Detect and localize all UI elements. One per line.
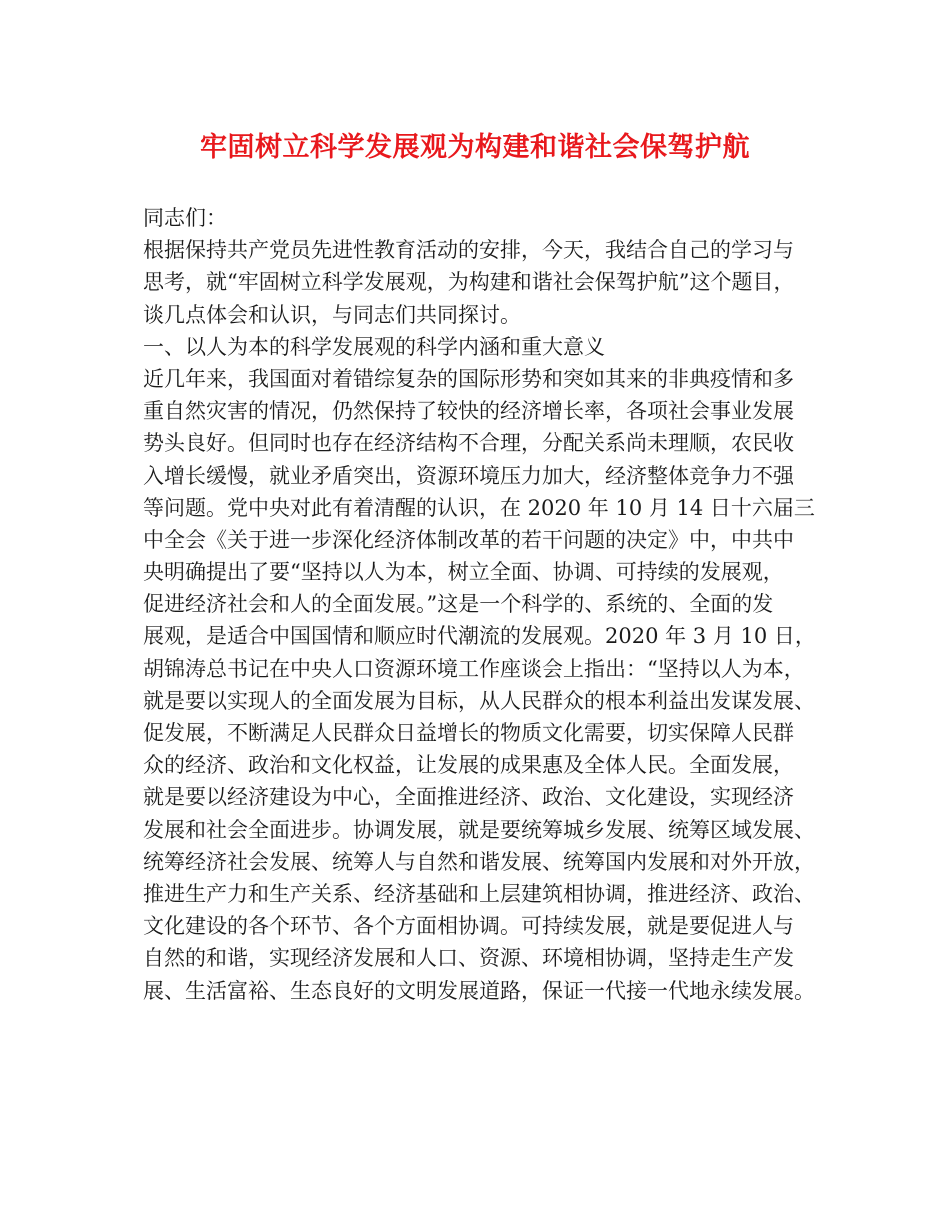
paragraph-line: 胡锦涛总书记在中央人口资源环境工作座谈会上指出：“坚持以人为本， [143, 656, 805, 681]
paragraph-line: 思考，就“牢固树立科学发展观，为构建和谐社会保驾护航”这个题目， [143, 270, 795, 295]
paragraph-line: 同志们： [143, 206, 227, 230]
paragraph-line: 谈几点体会和认识，与同志们共同探讨。 [143, 302, 521, 327]
paragraph-line: 发展和社会全面进步。协调发展，就是要统筹城乡发展、统筹区域发展、 [143, 817, 815, 842]
paragraph-line: 就是要以实现人的全面发展为目标，从人民群众的根本利益出发谋发展、 [143, 688, 815, 713]
paragraph-line: 根据保持共产党员先进性教育活动的安排，今天，我结合自己的学习与 [143, 238, 794, 263]
paragraph-line: 入增长缓慢，就业矛盾突出，资源环境压力加大，经济整体竞争力不强 [143, 463, 794, 488]
paragraph-line: 一、以人为本的科学发展观的科学内涵和重大意义 [143, 334, 605, 359]
document-body [143, 202, 823, 1007]
paragraph-line: 势头良好。但同时也存在经济结构不合理，分配关系尚未理顺，农民收 [143, 431, 794, 456]
paragraph-line: 文化建设的各个环节、各个方面相协调。可持续发展，就是要促进人与 [143, 914, 794, 939]
paragraph-line: 展观，是适合中国国情和顺应时代潮流的发展观。2020 年 3 月 10 日， [143, 624, 816, 649]
document-title: 牢固树立科学发展观为构建和谐社会保驾护航 [200, 132, 750, 163]
paragraph-line: 等问题。党中央对此有着清醒的认识，在 2020 年 10 月 14 日十六届三 [143, 495, 815, 520]
paragraph-line: 统筹经济社会发展、统筹人与自然和谐发展、统筹国内发展和对外开放， [143, 849, 815, 874]
paragraph-line: 展、生活富裕、生态良好的文明发展道路，保证一代接一代地永续发展。 [143, 978, 815, 1003]
paragraph-line: 就是要以经济建设为中心，全面推进经济、政治、文化建设，实现经济 [143, 785, 794, 810]
paragraph-line: 央明确提出了要“坚持以人为本，树立全面、协调、可持续的发展观， [143, 560, 784, 585]
paragraph-line: 中全会《关于进一步深化经济体制改革的若干问题的决定》中，中共中 [143, 527, 794, 552]
paragraph-line: 近几年来，我国面对着错综复杂的国际形势和突如其来的非典疫情和多 [143, 366, 794, 391]
paragraph-line: 促发展，不断满足人民群众日益增长的物质文化需要，切实保障人民群 [143, 721, 794, 745]
paragraph-line: 众的经济、政治和文化权益，让发展的成果惠及全体人民。全面发展， [143, 753, 794, 778]
paragraph-line: 自然的和谐，实现经济发展和人口、资源、环境相协调，坚持走生产发 [143, 946, 794, 971]
paragraph-line: 推进生产力和生产关系、经济基础和上层建筑相协调，推进经济、政治、 [143, 881, 815, 906]
paragraph-line: 促进经济社会和人的全面发展。”这是一个科学的、系统的、全面的发 [143, 592, 774, 617]
paragraph-line: 重自然灾害的情况，仍然保持了较快的经济增长率，各项社会事业发展 [143, 399, 794, 424]
